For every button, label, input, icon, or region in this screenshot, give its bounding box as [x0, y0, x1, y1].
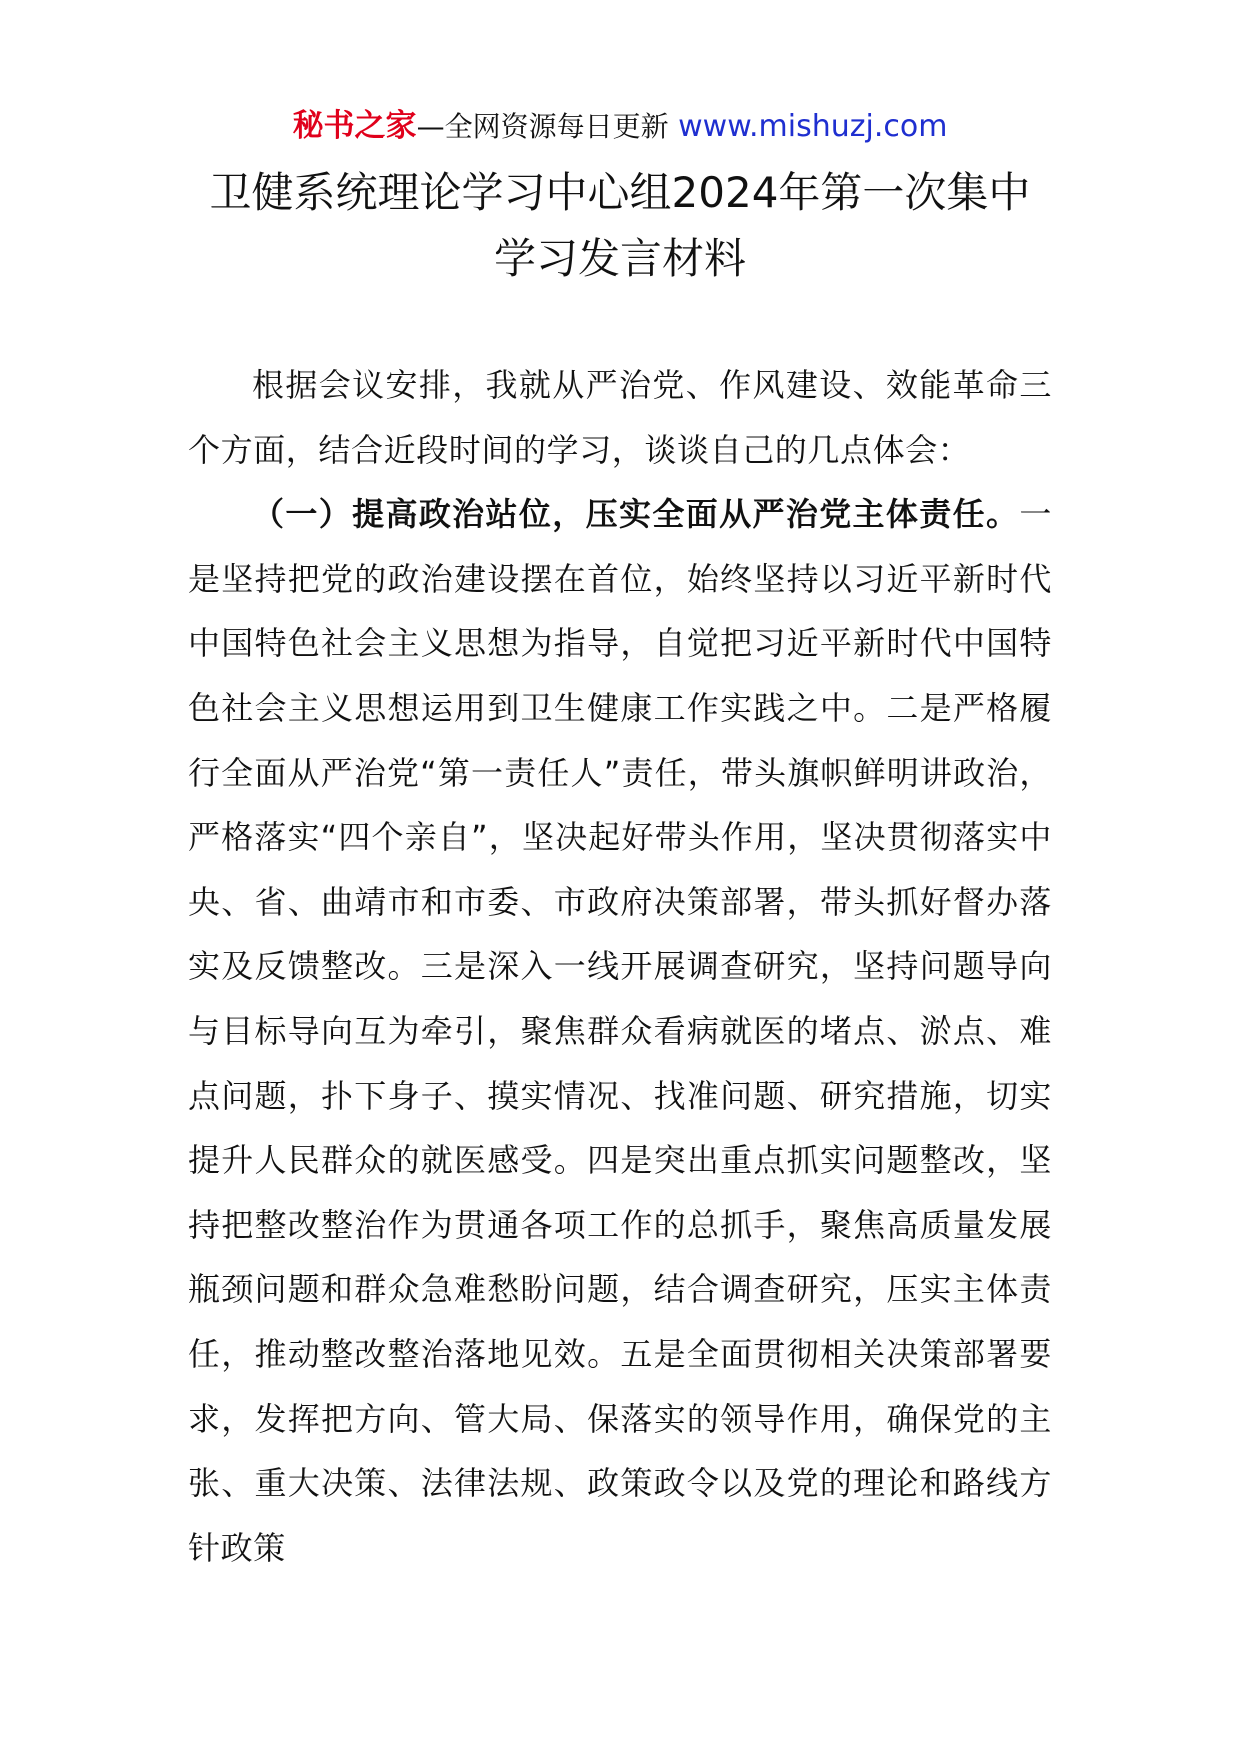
document-title	[200, 160, 1040, 292]
section-1-paragraph	[188, 482, 1052, 1580]
intro-paragraph: 根据会议安排，我就从严治党、作风建设、效能革命三个方面，结合近段时间的学习，谈谈自己的几点体会：	[188, 366, 1052, 469]
document-body	[188, 353, 1052, 1580]
banner-brand: 秘书之家	[292, 108, 417, 144]
document-title-line-2: 学习发言材料	[493, 234, 746, 283]
section-1-heading: （一）提高政治站位，压实全面从严治党主体责任。	[252, 495, 1020, 534]
site-banner	[0, 104, 1240, 149]
section-1-body: 一是坚持把党的政治建设摆在首位，始终坚持以习近平新时代中国特色社会主义思想为指导，自觉把习近平新时代中国特色社会主义思想运用到卫生健康工作实践之中。二是严格履行全面从严治党“第一责任人”责任，带头旗帜鲜明讲政治，严格落实“四个亲自”，坚决起好带头作用，坚决贯彻落实中央、省、曲靖市和市委、市政府决策部署，带头抓好督办落实及反馈整改。三是深入一线开展调查研究，坚持问题导向与目标导向互为牵引，聚焦群众看病就医的堵点、淤点、难点问题，扑下身子、摸实情况、找准问题、研究措施，切实提升人民群众的就医感受。四是突出重点抓实问题整改，坚持把整改整治作为贯通各项工作的总抓手，聚焦高质量发展瓶颈问题和群众急难愁盼问题，结合调查研究，压实主体责任，推动整改整治落地见效。五是全面贯彻相关决策部署要求，发挥把方向、管大局、保落实的领导作用，确保党的主张、重大决策、法律法规、政策政令以及党的理论和路线方针政策	[188, 495, 1052, 1567]
document-title-line-1: 卫健系统理论学习中心组2024年第一次集中	[209, 168, 1031, 217]
banner-tagline: —全网资源每日更新	[416, 110, 669, 143]
banner-url-link[interactable]: www.mishuzj.com	[678, 109, 948, 144]
